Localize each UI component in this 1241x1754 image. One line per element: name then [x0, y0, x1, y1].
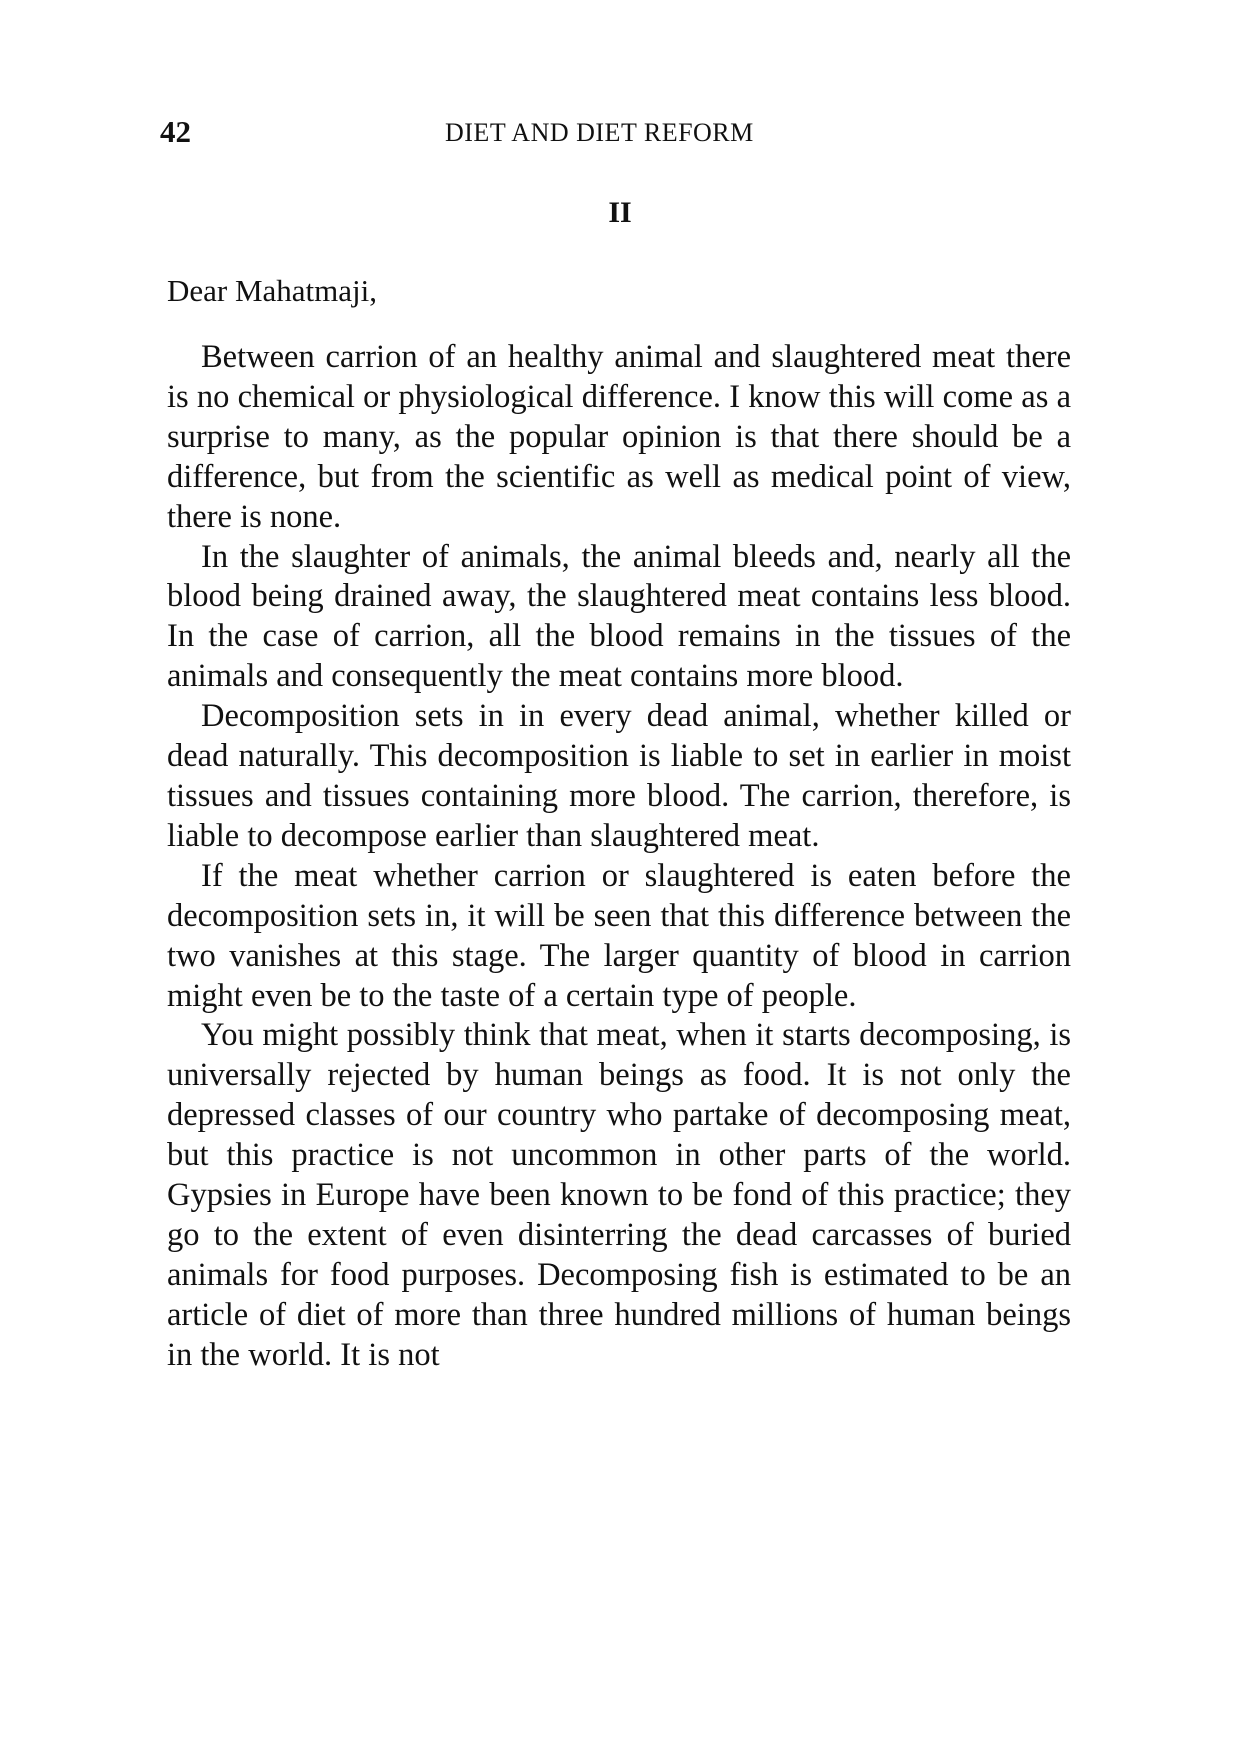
running-header — [160, 114, 1060, 154]
paragraph-4: If the meat whether carrion or slaughtered is eaten before the decomposition sets in, it will be seen that this difference between the two vanishes at this stage. The larger quantity of blood in carrion might even be to the taste of a certain type of people. — [167, 857, 1071, 1014]
paragraph-2: In the slaughter of animals, the animal bleeds and, nearly all the blood being drained away, the slaughtered meat contains less blood. In the case of carrion, all the blood remains in the tissues of the animals and consequently the meat contains more blood. — [167, 538, 1071, 695]
paragraph-5: You might possibly think that meat, when it starts decomposing, is universally rejected by human beings as food. It is not only the depressed classes of our country who partake of decomposing meat, but this practice is not uncommon in other parts of the world. Gypsies in Europe have been known to be fond of this practice; they go to the extent of even disinterring the dead carcasses of buried animals for food purposes. Decomposing fish is estimated to be an article of diet of more than three hundred millions of human beings in the world. It is not — [167, 1017, 1071, 1373]
book-title: DIET AND DIET REFORM — [445, 118, 754, 147]
paragraph-3: Decomposition sets in in every dead animal, whether killed or dead naturally. This decomposition is liable to set in earlier in moist tissues and tissues containing more blood. The carrion, therefore, is liable to decompose earlier than slaughtered meat. — [167, 698, 1071, 854]
paragraph-1: Between carrion of an healthy animal and slaughtered meat there is no chemical or physiological difference. I know this will come as a surprise to many, as the popular opinion is that there should be a difference, but from the scientific as well as medical point of view, there is none. — [167, 339, 1071, 535]
letter-salutation: Dear Mahatmaji, — [167, 273, 378, 308]
section-number: II — [608, 196, 632, 229]
page-number: 42 — [160, 114, 191, 149]
letter-body — [167, 338, 1071, 1376]
